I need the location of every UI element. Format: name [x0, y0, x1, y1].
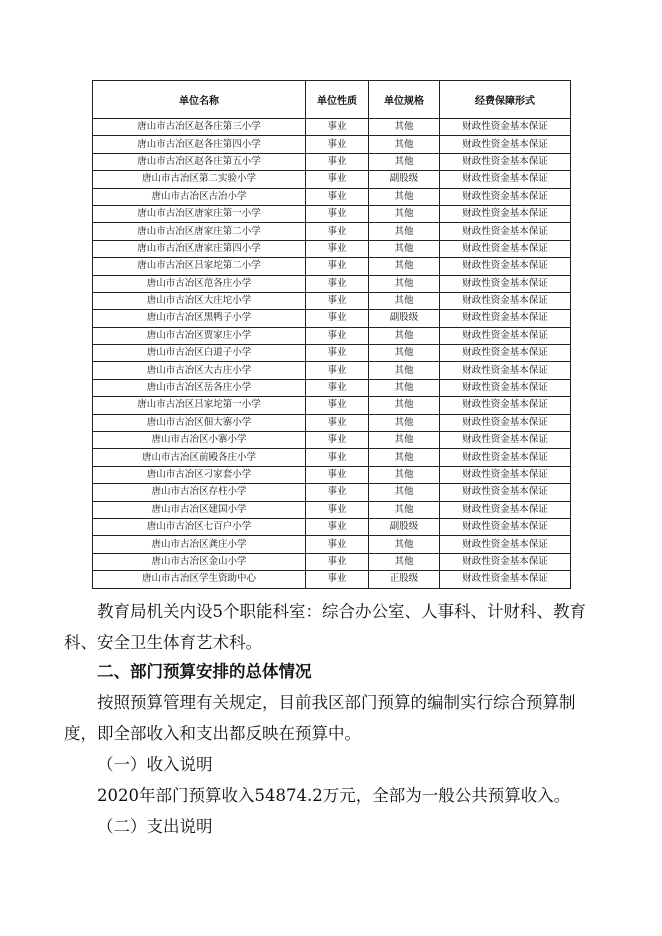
cell-unit-name: 唐山市古冶区小寨小学: [93, 432, 306, 449]
table-row: [93, 501, 571, 518]
cell-funding-form: 财政性资金基本保证: [440, 397, 571, 414]
header-unit-level: 单位规格: [369, 81, 440, 119]
cell-unit-nature: 事业: [306, 553, 369, 570]
cell-unit-nature: 事业: [306, 518, 369, 535]
table-row: [93, 171, 571, 188]
header-unit-name: 单位名称: [93, 81, 306, 119]
cell-unit-level: 其他: [369, 188, 440, 205]
cell-unit-level: 其他: [369, 223, 440, 240]
cell-unit-name: 唐山市古冶区范各庄小学: [93, 275, 306, 292]
cell-unit-name: 唐山市古冶区吕家坨第二小学: [93, 258, 306, 275]
paragraph-offices: 教育局机关内设5个职能科室：综合办公室、人事科、计财科、教育科、安全卫生体育艺术科。: [64, 602, 586, 652]
cell-unit-nature: 事业: [306, 171, 369, 188]
header-unit-nature: 单位性质: [306, 81, 369, 119]
cell-unit-nature: 事业: [306, 205, 369, 222]
cell-funding-form: 财政性资金基本保证: [440, 136, 571, 153]
table-row: [93, 484, 571, 501]
table-header-row: [93, 81, 571, 119]
cell-unit-nature: 事业: [306, 484, 369, 501]
cell-unit-name: 唐山市古冶区白道子小学: [93, 345, 306, 362]
cell-unit-name: 唐山市古冶区唐家庄第四小学: [93, 240, 306, 257]
cell-unit-level: 其他: [369, 119, 440, 136]
cell-unit-level: 其他: [369, 432, 440, 449]
cell-unit-name: 唐山市古冶区唐家庄第二小学: [93, 223, 306, 240]
table-row: [93, 275, 571, 292]
cell-unit-nature: 事业: [306, 223, 369, 240]
cell-unit-level: 其他: [369, 205, 440, 222]
cell-unit-level: 其他: [369, 553, 440, 570]
table-row: [93, 536, 571, 553]
table-row: [93, 432, 571, 449]
cell-unit-level: 副股级: [369, 310, 440, 327]
paragraph-income: 2020年部门预算收入54874.2万元，全部为一般公共预算收入。: [97, 786, 571, 805]
table-row: [93, 518, 571, 535]
cell-funding-form: 财政性资金基本保证: [440, 345, 571, 362]
cell-unit-level: 其他: [369, 414, 440, 431]
cell-unit-level: 其他: [369, 449, 440, 466]
cell-unit-name: 唐山市古冶区唐家庄第一小学: [93, 205, 306, 222]
cell-funding-form: 财政性资金基本保证: [440, 379, 571, 396]
cell-unit-level: 其他: [369, 501, 440, 518]
cell-unit-level: 其他: [369, 153, 440, 170]
cell-unit-name: 唐山市古冶区贾家庄小学: [93, 327, 306, 344]
cell-unit-level: 其他: [369, 484, 440, 501]
table-row: [93, 223, 571, 240]
cell-unit-name: 唐山市古冶区赵各庄第三小学: [93, 119, 306, 136]
cell-unit-nature: 事业: [306, 153, 369, 170]
cell-unit-nature: 事业: [306, 136, 369, 153]
cell-unit-name: 唐山市古冶区佃大寨小学: [93, 414, 306, 431]
cell-unit-level: 其他: [369, 379, 440, 396]
cell-funding-form: 财政性资金基本保证: [440, 449, 571, 466]
table-row: [93, 362, 571, 379]
cell-unit-nature: 事业: [306, 379, 369, 396]
cell-funding-form: 财政性资金基本保证: [440, 432, 571, 449]
cell-unit-name: 唐山市古冶区学生资助中心: [93, 571, 306, 588]
cell-funding-form: 财政性资金基本保证: [440, 223, 571, 240]
cell-funding-form: 财政性资金基本保证: [440, 518, 571, 535]
cell-unit-level: 副股级: [369, 518, 440, 535]
cell-funding-form: 财政性资金基本保证: [440, 188, 571, 205]
table-row: [93, 119, 571, 136]
cell-funding-form: 财政性资金基本保证: [440, 119, 571, 136]
cell-unit-nature: 事业: [306, 414, 369, 431]
cell-unit-level: 其他: [369, 362, 440, 379]
section-heading: 二、部门预算安排的总体情况: [97, 662, 312, 681]
cell-unit-level: 其他: [369, 345, 440, 362]
table-row: [93, 292, 571, 309]
cell-unit-level: 其他: [369, 258, 440, 275]
cell-unit-level: 其他: [369, 397, 440, 414]
table-row: [93, 571, 571, 588]
cell-unit-nature: 事业: [306, 345, 369, 362]
cell-unit-level: 其他: [369, 536, 440, 553]
cell-funding-form: 财政性资金基本保证: [440, 571, 571, 588]
cell-funding-form: 财政性资金基本保证: [440, 310, 571, 327]
cell-funding-form: 财政性资金基本保证: [440, 362, 571, 379]
cell-unit-name: 唐山市古冶区吕家坨第一小学: [93, 397, 306, 414]
cell-funding-form: 财政性资金基本保证: [440, 153, 571, 170]
cell-unit-nature: 事业: [306, 240, 369, 257]
table-row: [93, 414, 571, 431]
table-row: [93, 188, 571, 205]
table-row: [93, 553, 571, 570]
cell-unit-name: 唐山市古冶区大古庄小学: [93, 362, 306, 379]
cell-unit-nature: 事业: [306, 292, 369, 309]
table-row: [93, 449, 571, 466]
cell-unit-name: 唐山市古冶区第二实验小学: [93, 171, 306, 188]
table-row: [93, 136, 571, 153]
table-row: [93, 153, 571, 170]
cell-funding-form: 财政性资金基本保证: [440, 484, 571, 501]
cell-funding-form: 财政性资金基本保证: [440, 327, 571, 344]
cell-unit-name: 唐山市古冶区前殿各庄小学: [93, 449, 306, 466]
table-row: [93, 466, 571, 483]
table-body: [93, 119, 571, 589]
cell-unit-level: 副股级: [369, 171, 440, 188]
cell-unit-nature: 事业: [306, 327, 369, 344]
cell-unit-nature: 事业: [306, 501, 369, 518]
paragraph-budget-system: 按照预算管理有关规定，目前我区部门预算的编制实行综合预算制度，即全部收入和支出都反映在预算中。: [64, 693, 576, 743]
cell-funding-form: 财政性资金基本保证: [440, 205, 571, 222]
table-row: [93, 345, 571, 362]
cell-unit-nature: 事业: [306, 310, 369, 327]
cell-unit-nature: 事业: [306, 536, 369, 553]
cell-unit-name: 唐山市古冶区赵各庄第四小学: [93, 136, 306, 153]
cell-unit-nature: 事业: [306, 275, 369, 292]
cell-funding-form: 财政性资金基本保证: [440, 171, 571, 188]
cell-funding-form: 财政性资金基本保证: [440, 275, 571, 292]
cell-unit-nature: 事业: [306, 432, 369, 449]
cell-unit-name: 唐山市古冶区龚庄小学: [93, 536, 306, 553]
cell-unit-level: 其他: [369, 136, 440, 153]
cell-unit-name: 唐山市古冶区黑鸭子小学: [93, 310, 306, 327]
cell-unit-nature: 事业: [306, 362, 369, 379]
table-row: [93, 379, 571, 396]
cell-unit-name: 唐山市古冶区建国小学: [93, 501, 306, 518]
subheading-income: （一）收入说明: [97, 755, 213, 774]
cell-unit-name: 唐山市古冶区古冶小学: [93, 188, 306, 205]
cell-unit-level: 正股级: [369, 571, 440, 588]
unit-table: [92, 80, 571, 589]
cell-unit-name: 唐山市古冶区岳各庄小学: [93, 379, 306, 396]
cell-unit-name: 唐山市古冶区金山小学: [93, 553, 306, 570]
cell-funding-form: 财政性资金基本保证: [440, 240, 571, 257]
table-row: [93, 310, 571, 327]
table-row: [93, 205, 571, 222]
header-funding-form: 经费保障形式: [440, 81, 571, 119]
cell-unit-level: 其他: [369, 240, 440, 257]
cell-unit-name: 唐山市古冶区七百户小学: [93, 518, 306, 535]
cell-unit-nature: 事业: [306, 466, 369, 483]
cell-funding-form: 财政性资金基本保证: [440, 536, 571, 553]
cell-funding-form: 财政性资金基本保证: [440, 414, 571, 431]
cell-unit-nature: 事业: [306, 449, 369, 466]
cell-unit-nature: 事业: [306, 571, 369, 588]
cell-unit-level: 其他: [369, 466, 440, 483]
table-row: [93, 397, 571, 414]
cell-unit-level: 其他: [369, 275, 440, 292]
subheading-expenditure: （二）支出说明: [97, 817, 213, 836]
table-row: [93, 327, 571, 344]
cell-funding-form: 财政性资金基本保证: [440, 292, 571, 309]
cell-funding-form: 财政性资金基本保证: [440, 501, 571, 518]
cell-funding-form: 财政性资金基本保证: [440, 258, 571, 275]
cell-funding-form: 财政性资金基本保证: [440, 466, 571, 483]
cell-unit-nature: 事业: [306, 188, 369, 205]
cell-unit-nature: 事业: [306, 397, 369, 414]
cell-unit-name: 唐山市古冶区存柱小学: [93, 484, 306, 501]
cell-unit-level: 其他: [369, 327, 440, 344]
cell-unit-nature: 事业: [306, 258, 369, 275]
cell-unit-name: 唐山市古冶区大庄坨小学: [93, 292, 306, 309]
cell-unit-level: 其他: [369, 292, 440, 309]
cell-funding-form: 财政性资金基本保证: [440, 553, 571, 570]
table-row: [93, 240, 571, 257]
table-row: [93, 258, 571, 275]
cell-unit-nature: 事业: [306, 119, 369, 136]
cell-unit-name: 唐山市古冶区刁家套小学: [93, 466, 306, 483]
cell-unit-name: 唐山市古冶区赵各庄第五小学: [93, 153, 306, 170]
